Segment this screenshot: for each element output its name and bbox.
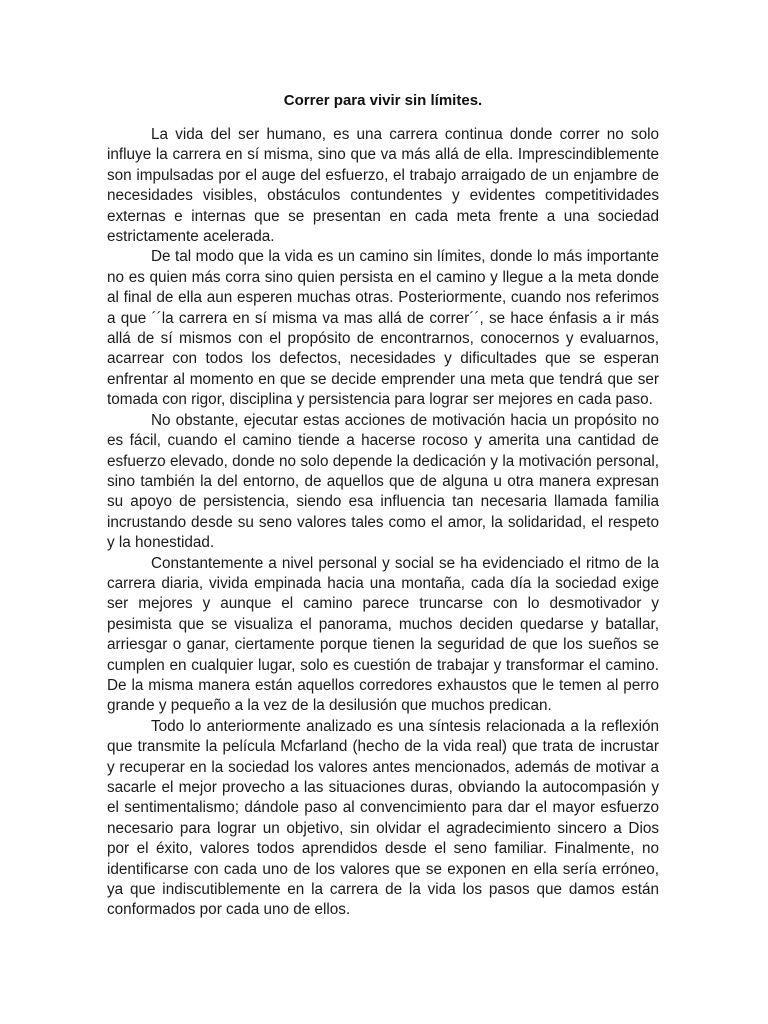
paragraph-3: No obstante, ejecutar estas acciones de motivación hacia un propósito no es fácil, cuando el camino tiende a hacerse rocoso y amerita una cantidad de esfuerzo elevado, donde no solo depende la dedicación y la motivación personal, sino también la del entorno, de aquellos que de alguna u otra manera expresan su apoyo de persistencia, siendo esa influencia tan necesaria llamada familia incrustando desde su seno valores tales como el amor, la solidaridad, el respeto y la honestidad. [107,411,659,552]
paragraph-5: Todo lo anteriormente analizado es una síntesis relacionada a la reflexión que transmite la película Mcfarland (hecho de la vida real) que trata de incrustar y recuperar en la sociedad los valores antes mencionados, además de motivar a sacarle el mejor provecho a las situaciones duras, obviando la autocompasión y el sentimentalismo; dándole paso al convencimiento para dar el mayor esfuerzo necesario para lograr un objetivo, sin olvidar el agradecimiento sincero a Dios por el éxito, valores todos aprendidos desde el seno familiar. Finalmente, no identificarse con cada uno de los valores que se exponen en ella sería erróneo, ya que indiscutiblemente en la carrera de la vida los pasos que damos están conformados por cada uno de ellos. [107,717,659,919]
paragraph-1: La vida del ser humano, es una carrera continua donde correr no solo influye la carrera en sí misma, sino que va más allá de ella. Imprescindiblemente son impulsadas por el auge del esfuerzo, el trabajo arraigado de un enjambre de necesidades visibles, obstáculos contundentes y evidentes competitividades externas e internas que se presentan en cada meta frente a una sociedad estrictamente acelerada. [107,126,659,246]
document-title: Correr para vivir sin límites. [283,92,483,109]
paragraph-2: De tal modo que la vida es un camino sin límites, donde lo más importante no es quien más corra sino quien persista en el camino y llegue a la meta donde al final de ella aun esperen muchas otras. Posteriormente, cuando nos referimos a que ´´la carrera en sí misma va mas allá de correr´´, se hace énfasis a ir más allá de sí mismos con el propósito de encontrarnos, conocernos y evaluarnos, acarrear con todos los defectos, necesidades y dificultades que se esperan enfrentar al momento en que se decide emprender una meta que tendrá que ser tomada con rigor, disciplina y persistencia para lograr ser mejores en cada paso. [107,248,659,409]
paragraph-4: Constantemente a nivel personal y social se ha evidenciado el ritmo de la carrera diaria, vivida empinada hacia una montaña, cada día la sociedad exige ser mejores y aunque el camino parece truncarse con lo desmotivador y pesimista que se visualiza el panorama, muchos deciden quedarse y batallar, arriesgar o ganar, ciertamente porque tienen la seguridad de que los sueños se cumplen en cualquier lugar, solo es cuestión de trabajar y transformar el camino. De la misma manera están aquellos corredores exhaustos que le temen al perro grande y pequeño a la vez de la desilusión que muchos predican. [107,554,659,715]
document-body [107,125,659,921]
